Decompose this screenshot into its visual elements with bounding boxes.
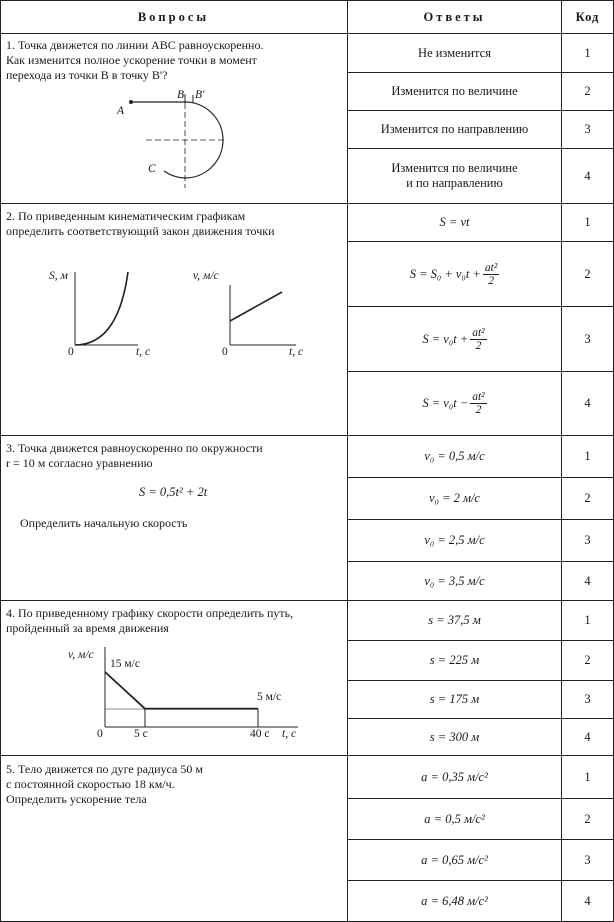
q4-code-4: 4 bbox=[584, 729, 591, 744]
q2-code-2: 2 bbox=[584, 266, 591, 281]
fraction-numerator: at² bbox=[472, 391, 485, 403]
velocity-line bbox=[105, 672, 258, 709]
q3-code-4: 4 bbox=[584, 573, 591, 588]
graph2-xlabel: t, с bbox=[289, 346, 304, 358]
fraction-numerator: at² bbox=[472, 326, 485, 339]
q1-code-1: 1 bbox=[584, 45, 591, 60]
q2-code-4: 4 bbox=[584, 396, 591, 410]
header-code: Код bbox=[575, 9, 600, 24]
point-b-prime-label: B' bbox=[195, 89, 205, 101]
q4-answer-4[interactable]: s = 300 м bbox=[429, 729, 480, 744]
vgraph-v-start-label: 15 м/с bbox=[110, 658, 140, 670]
q3-code-1: 1 bbox=[584, 449, 591, 463]
question-5-text: 5. Тело движется по дуге радиуса 50 м с постоянной скоростью 18 км/ч. Определить ускорение тела bbox=[6, 762, 203, 806]
q5-answer-1[interactable]: a = 0,35 м/с² bbox=[421, 769, 488, 784]
fraction bbox=[470, 391, 486, 416]
question-3-equation: S = 0,5t² + 2t bbox=[139, 485, 208, 499]
q3-answer-3[interactable]: v₀ = 2,5 м/с bbox=[424, 533, 485, 547]
header-answers: Ответы bbox=[423, 9, 486, 24]
question-1-text: 1. Точка движется по линии ABC равноускоренно. Как изменится полное ускорение точки в момент перехода из точки B в точку B'? bbox=[6, 38, 264, 82]
fraction-denominator: 2 bbox=[488, 274, 494, 287]
vgraph-ylabel: v, м/с bbox=[68, 649, 94, 661]
vgraph-xlabel: t, с bbox=[282, 728, 297, 740]
q1-answer-4[interactable]: Изменится по величине и по направлению bbox=[391, 161, 518, 190]
q2-code-1: 1 bbox=[584, 215, 591, 229]
formula-lead: S = v₀t − bbox=[422, 396, 469, 410]
q5-answer-3[interactable]: a = 0,65 м/с² bbox=[421, 852, 488, 867]
vgraph-t2-label: 40 с bbox=[250, 728, 270, 740]
q5-answer-4[interactable]: a = 6,48 м/с² bbox=[421, 893, 488, 908]
q3-answer-2[interactable]: v₀ = 2 м/с bbox=[429, 491, 480, 505]
fraction-denominator: 2 bbox=[475, 404, 482, 416]
q2-answer-1[interactable]: S = vt bbox=[439, 215, 470, 229]
point-b-label: B bbox=[177, 89, 185, 101]
vgraph-t1-label: 5 с bbox=[134, 728, 148, 740]
q4-answer-1[interactable]: s = 37,5 м bbox=[428, 613, 481, 627]
q3-code-2: 2 bbox=[584, 491, 591, 505]
header-questions: Вопросы bbox=[137, 9, 210, 24]
q5-code-1: 1 bbox=[584, 769, 591, 784]
q4-code-3: 3 bbox=[584, 692, 591, 706]
q5-code-2: 2 bbox=[584, 811, 591, 826]
q3-code-3: 3 bbox=[584, 533, 591, 547]
q1-code-4: 4 bbox=[584, 168, 591, 183]
q1-code-2: 2 bbox=[584, 84, 591, 98]
question-3-text: 3. Точка движется равноускоренно по окружности r = 10 м согласно уравнению bbox=[6, 441, 263, 470]
q1-answer-1[interactable]: Не изменится bbox=[418, 45, 491, 60]
point-c-label: C bbox=[148, 163, 156, 175]
q5-code-4: 4 bbox=[584, 893, 591, 908]
graph1-xlabel: t, с bbox=[136, 346, 151, 358]
graph2-ylabel: v, м/с bbox=[193, 270, 219, 282]
q5-code-3: 3 bbox=[584, 852, 591, 867]
q3-answer-1[interactable]: v₀ = 0,5 м/с bbox=[424, 449, 485, 463]
formula-lead: S = v₀t + bbox=[422, 331, 469, 346]
velocity-graph bbox=[0, 0, 347, 755]
question-2-text: 2. По приведенным кинематическим графикам определить соответствующий закон движения точки bbox=[6, 209, 275, 238]
q3-answer-4[interactable]: v₀ = 3,5 м/с bbox=[424, 573, 485, 588]
q2-answer-3[interactable] bbox=[348, 307, 561, 371]
q1-answer-2[interactable]: Изменится по величине bbox=[391, 84, 518, 98]
vgraph-v-end-label: 5 м/с bbox=[257, 691, 282, 703]
q4-code-2: 2 bbox=[584, 653, 591, 667]
graph1-ylabel: S, м bbox=[49, 270, 68, 282]
fraction-denominator: 2 bbox=[475, 339, 482, 352]
fraction bbox=[470, 327, 486, 352]
fraction-numerator: at² bbox=[484, 261, 498, 274]
q2-answer-4[interactable] bbox=[348, 372, 561, 435]
q1-answer-3[interactable]: Изменится по направлению bbox=[380, 122, 529, 136]
formula-lead: S = S₀ + v₀t + bbox=[409, 266, 481, 281]
q2-answer-2[interactable] bbox=[348, 242, 561, 306]
question-3-prompt: Определить начальную скорость bbox=[20, 516, 188, 530]
q4-code-1: 1 bbox=[584, 613, 591, 627]
graph1-origin: 0 bbox=[68, 346, 74, 358]
q4-answer-3[interactable]: s = 175 м bbox=[429, 692, 480, 706]
vgraph-origin: 0 bbox=[97, 728, 103, 740]
q1-code-3: 3 bbox=[584, 122, 591, 136]
q2-code-3: 3 bbox=[584, 331, 591, 346]
q4-answer-2[interactable]: s = 225 м bbox=[429, 653, 480, 667]
q5-answer-2[interactable]: a = 0,5 м/с² bbox=[424, 811, 485, 826]
fraction bbox=[483, 262, 499, 287]
point-a-label: A bbox=[117, 105, 125, 117]
question-4-text: 4. По приведенному графику скорости определить путь, пройденный за время движения bbox=[6, 606, 294, 635]
graph2-origin: 0 bbox=[222, 346, 228, 358]
